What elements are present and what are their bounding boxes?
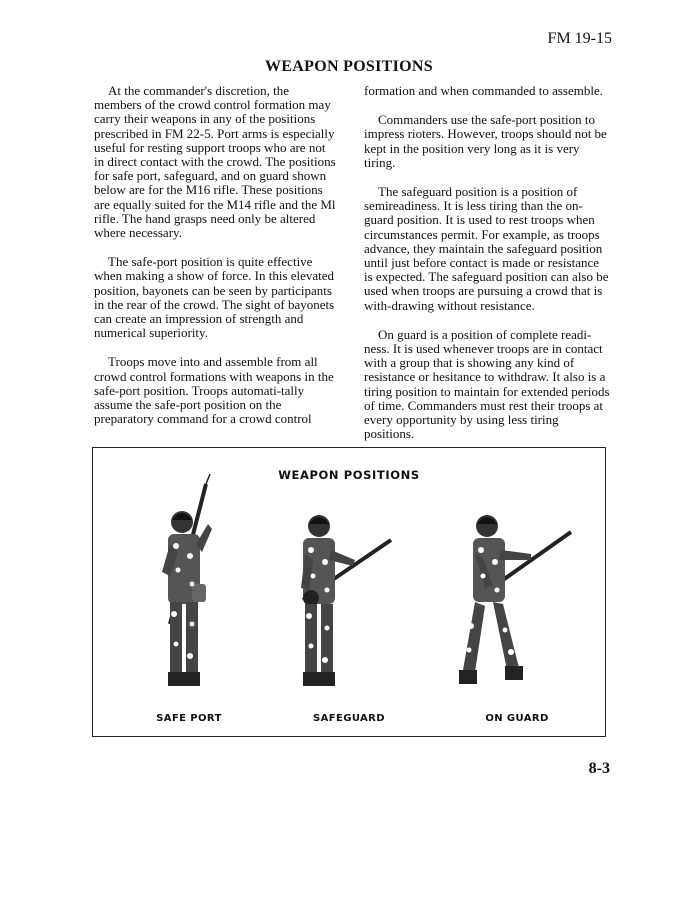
paragraph: The safe-port position is quite effective when making a show of force. In this elevated position, bayonets can be seen by participants in the rear of the crowd. The sight of bayonets can create an impression of strength and numerical superiority.	[94, 254, 335, 341]
safe-port-soldier-illustration	[148, 474, 228, 704]
paragraph: Commanders use the safe-port position to impress rioters. However, troops should not be kept in the position very long as it is very tiring.	[364, 112, 607, 170]
left-column	[94, 84, 336, 441]
paragraph: On guard is a position of complete readi-ness. It is used whenever troops are in contact with a group that is showing any kind of resistance or hesitance to withdraw. It also is a tiring position to maintain for extended periods of time. Commanders must rest their troops at every opportunity by using less tiring positions.	[364, 326, 610, 442]
paragraph: At the commander's discretion, the members of the crowd control formation may carry their weapons in any of the positions prescribed in FM 22-5. Port arms is especially useful for resting support troops who are not in direct contact with the crowd. The positions for safe port, safeguard, and on guard shown below are for the M16 rifle. These positions are equally suited for the M14 rifle and the Ml rifle. The hand grasps need only be altered where necessary.	[94, 83, 336, 241]
on-guard-soldier-illustration	[453, 510, 573, 710]
page-title: WEAPON POSITIONS	[265, 58, 433, 75]
right-column	[364, 84, 610, 456]
page-number: 8-3	[588, 760, 610, 777]
safeguard-soldier-illustration	[283, 510, 393, 710]
figure-label-safe-port: SAFE PORT	[156, 713, 222, 724]
paragraph: Troops move into and assemble from all crowd control formations with weapons in the safe-port position. Troops automati-tally assume the safe-port position on the preparatory command for a crowd control	[94, 354, 334, 427]
weapon-positions-figure	[92, 447, 606, 737]
paragraph: The safeguard position is a position of semireadiness. It is less tiring than the on-guard position. It is used to rest troops when circumstances permit. For example, as troops advance, they maintain the safeguard position until just before contact is made or resistance is expected. The safeguard position can also be used when troops are pursuing a crowd that is with-drawing without resistance.	[364, 184, 609, 313]
paragraph: formation and when commanded to assemble.	[364, 83, 603, 98]
figure-title: WEAPON POSITIONS	[278, 468, 420, 482]
manual-id: FM 19-15	[547, 30, 612, 47]
figure-label-safeguard: SAFEGUARD	[313, 713, 385, 724]
figure-label-on-guard: ON GUARD	[485, 713, 549, 724]
